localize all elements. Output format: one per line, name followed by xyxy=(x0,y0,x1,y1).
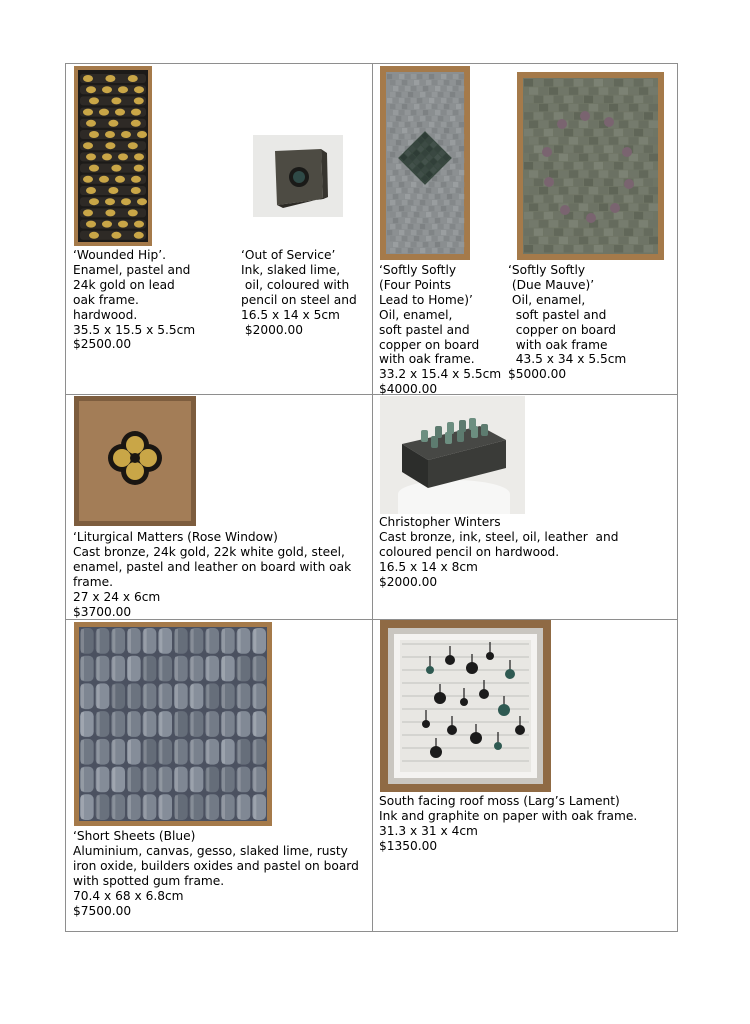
caption-line: oak frame. xyxy=(73,292,139,307)
caption-line: ‘Softly Softly xyxy=(508,263,586,277)
caption-line: pencil on steel and xyxy=(241,292,357,307)
caption-line: South facing roof moss (Larg’s Lament) xyxy=(379,794,620,808)
roof-moss-image xyxy=(380,620,551,792)
caption-line: $3700.00 xyxy=(73,604,132,619)
caption-line: oil, coloured with xyxy=(241,277,350,292)
row-divider xyxy=(66,394,677,395)
caption-line: 70.4 x 68 x 6.8cm xyxy=(73,888,184,903)
caption-line: Cast bronze, ink, steel, oil, leather and xyxy=(379,529,619,544)
caption-line: 16.5 x 14 x 8cm xyxy=(379,559,478,574)
softly-four-points-image xyxy=(380,66,470,260)
caption-christopher-winters xyxy=(379,515,618,590)
caption-line: 24k gold on lead xyxy=(73,277,175,292)
caption-line: $1350.00 xyxy=(379,838,438,853)
caption-line: copper on board xyxy=(379,337,480,352)
caption-softly-due-mauve xyxy=(508,263,626,382)
out-of-service-image xyxy=(253,135,343,217)
caption-line: 35.5 x 15.5 x 5.5cm xyxy=(73,322,196,337)
column-divider xyxy=(372,64,373,931)
caption-line: coloured pencil on hardwood. xyxy=(379,544,560,559)
caption-line: frame. xyxy=(73,574,114,589)
caption-line: $2000.00 xyxy=(241,322,304,337)
caption-line: 31.3 x 31 x 4cm xyxy=(379,823,478,838)
caption-line: ‘Softly Softly xyxy=(379,263,457,277)
softly-due-mauve-image xyxy=(517,72,664,260)
caption-line: copper on board xyxy=(508,322,617,337)
caption-line: ‘Short Sheets (Blue) xyxy=(73,829,196,843)
caption-roof-moss xyxy=(379,794,637,854)
caption-line: with oak frame xyxy=(508,337,608,352)
short-sheets-image xyxy=(74,622,272,826)
caption-line: (Due Mauve)’ xyxy=(508,277,595,292)
caption-line: Ink and graphite on paper with oak frame. xyxy=(379,808,638,823)
caption-line: ‘Liturgical Matters (Rose Window) xyxy=(73,530,278,544)
caption-line: $4000.00 xyxy=(379,382,438,397)
caption-softly-four-points xyxy=(379,263,501,397)
caption-wounded-hip xyxy=(73,248,195,352)
caption-out-of-service xyxy=(241,248,357,337)
caption-line: 16.5 x 14 x 5cm xyxy=(241,307,340,322)
caption-line: $7500.00 xyxy=(73,903,132,918)
caption-liturgical-matters xyxy=(73,530,351,619)
caption-line: 43.5 x 34 x 5.5cm xyxy=(508,352,627,367)
caption-line: $2000.00 xyxy=(379,574,438,589)
christopher-winters-image xyxy=(380,396,525,514)
caption-line: with oak frame. xyxy=(379,352,475,367)
caption-line: soft pastel and xyxy=(508,307,607,322)
caption-line: Oil, enamel, xyxy=(379,307,453,322)
caption-line: ‘Wounded Hip’. xyxy=(73,248,166,262)
caption-line: Lead to Home)’ xyxy=(379,292,473,307)
caption-line: enamel, pastel and leather on board with oak xyxy=(73,559,352,574)
caption-line: Ink, slaked lime, xyxy=(241,262,341,277)
caption-line: with spotted gum frame. xyxy=(73,873,225,888)
caption-line: Cast bronze, 24k gold, 22k white gold, steel, xyxy=(73,544,345,559)
caption-line: Enamel, pastel and xyxy=(73,262,191,277)
caption-short-sheets xyxy=(73,829,359,918)
caption-line: Aluminium, canvas, gesso, slaked lime, rusty xyxy=(73,843,348,858)
caption-line: Christopher Winters xyxy=(379,515,501,529)
caption-line: 33.2 x 15.4 x 5.5cm xyxy=(379,367,502,382)
wounded-hip-image xyxy=(74,66,152,246)
caption-line: ‘Out of Service’ xyxy=(241,248,336,262)
caption-line: iron oxide, builders oxides and pastel on board xyxy=(73,858,359,873)
caption-line: soft pastel and xyxy=(379,322,470,337)
caption-line: Oil, enamel, xyxy=(508,292,586,307)
caption-line: $5000.00 xyxy=(508,367,567,382)
caption-line: $2500.00 xyxy=(73,337,132,352)
caption-line: 27 x 24 x 6cm xyxy=(73,589,161,604)
liturgical-matters-image xyxy=(74,396,196,526)
caption-line: (Four Points xyxy=(379,277,452,292)
caption-line: hardwood. xyxy=(73,307,138,322)
